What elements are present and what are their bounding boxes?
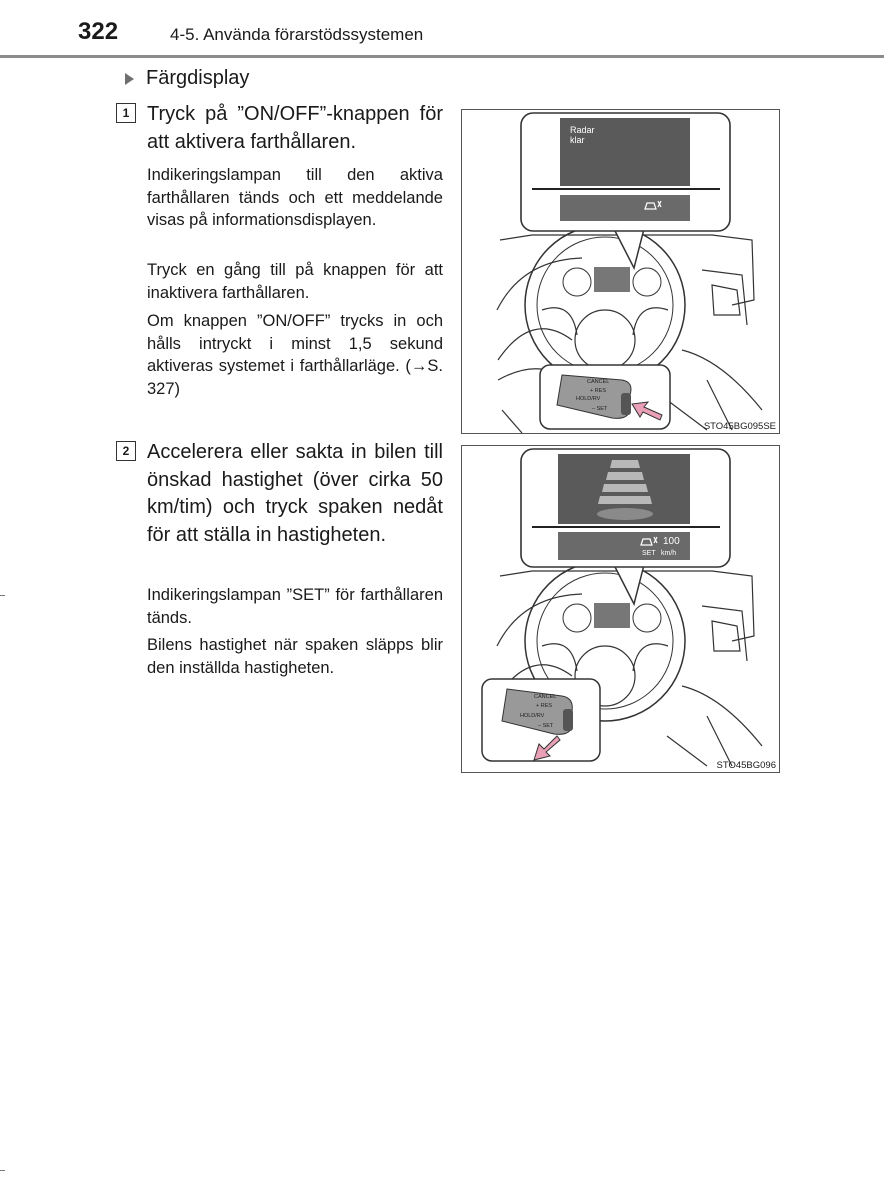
lever-label: + RES: [590, 388, 607, 394]
dashboard-illustration: [462, 446, 779, 772]
header-divider: [0, 55, 884, 58]
triangle-bullet-icon: [125, 73, 134, 85]
sub-heading-text: Färgdisplay: [146, 67, 250, 89]
step-paragraph: Indikeringslampan ”SET” för farthållaren tänds.: [147, 586, 443, 627]
step-title: Accelerera eller sakta in bilen till önskad hastighet (över cirka 50 km/tim) och tryck spaken nedåt för att ställa in hastigheten.: [147, 441, 443, 546]
section-title: 4-5. Använda förarstödssystemen: [170, 25, 424, 44]
figure-code: STO45BG096: [716, 760, 776, 771]
set-label: SET: [642, 550, 656, 557]
sub-heading: [125, 67, 249, 90]
margin-tick: [0, 595, 5, 596]
illustration-cruise-set: [461, 445, 780, 773]
display-text: klar: [570, 135, 585, 145]
step-number-box: 1: [116, 103, 136, 123]
illustration-cruise-on: [461, 109, 780, 434]
speed-unit: km/h: [661, 550, 677, 557]
step-paragraph: Tryck en gång till på knappen för att inaktivera farthållaren.: [147, 261, 443, 302]
lever-label: HOLD/RV: [520, 713, 545, 719]
display-text: Radar: [570, 125, 595, 135]
lever-label: HOLD/RV: [576, 396, 601, 402]
dashboard-illustration: [462, 110, 779, 433]
lever-label: CANCEL: [587, 379, 610, 385]
step-paragraph: Bilens hastighet när spaken släpps blir den inställda hastigheten.: [147, 636, 443, 677]
page-number: 322: [78, 18, 119, 45]
lever-label: – SET: [538, 723, 554, 729]
step-paragraph: Indikeringslampan till den aktiva farthållaren tänds och ett meddelande visas på informationsdisplayen.: [147, 166, 443, 229]
lever-label: – SET: [592, 406, 608, 412]
set-speed-value: 100: [663, 536, 680, 547]
figure-code: STO45BG095SE: [703, 421, 776, 432]
lever-label: + RES: [536, 703, 553, 709]
step-number-box: 2: [116, 441, 136, 461]
step-paragraph: Om knappen ”ON/OFF” trycks in och hålls intryckt i minst 1,5 sekund aktiveras systemet i farthållarläge. (→S. 327): [147, 312, 443, 398]
margin-tick: [0, 1170, 5, 1171]
step-title: Tryck på ”ON/OFF”-knappen för att aktivera farthållaren.: [147, 103, 443, 153]
lever-label: CANCEL: [534, 694, 557, 700]
